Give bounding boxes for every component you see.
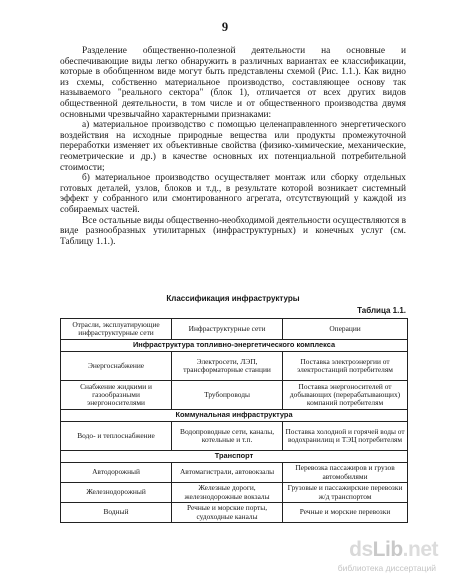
- paragraph-intro: Разделение общественно-полезной деятельности на основные и обеспечивающие виды легко обнаружить в различных вариантах ее классификации, которые в обобщенном виде могут быть представлены схемой (Рис. 1.1.). Как видно из схемы, собственно материальное производство, составляющее основу так называемого "реального сектора" (блок 1), отличается от всех других видов общественной деятельности, в том числе и от общественного производства двумя основными чрезвычайно характерными признаками:: [60, 46, 406, 120]
- table-row: [61, 352, 408, 381]
- table-cell: Грузовые и пассажирские перевозки ж/д транспортом: [283, 483, 408, 503]
- watermark-tagline: библиотека диссертаций: [337, 563, 436, 573]
- section-fuel-energy: Инфраструктура топливно-энергетического комплекса: [61, 340, 408, 352]
- table-cell: Электросети, ЛЭП, трансформаторные станции: [172, 352, 283, 381]
- table-title: Классификация инфраструктуры: [166, 294, 300, 303]
- table-cell: Автомагистрали, автовокзалы: [172, 463, 283, 483]
- page-number: 9: [221, 20, 229, 34]
- logo-ds: ds: [349, 538, 373, 561]
- table-row: [61, 381, 408, 410]
- watermark-logo: [349, 538, 438, 562]
- table-row: [61, 422, 408, 451]
- table-row: [61, 503, 408, 523]
- section-row: [61, 340, 408, 352]
- table-cell: Водопроводные сети, каналы, котельные и т.п.: [172, 422, 283, 451]
- dslib-watermark: [308, 538, 438, 578]
- header-industries: Отрасли, эксплуатирующие инфраструктурные сети: [61, 319, 172, 340]
- table-cell: Энергоснабжение: [61, 352, 172, 381]
- table-cell: Речные и морские перевозки: [283, 503, 408, 523]
- logo-lib: Lib: [372, 538, 403, 561]
- infrastructure-table: [60, 318, 408, 523]
- table-cell: Поставка холодной и горячей воды от водохранилищ и ТЭЦ потребителям: [283, 422, 408, 451]
- table-cell: Водный: [61, 503, 172, 523]
- table-cell: Водо- и теплоснабжение: [61, 422, 172, 451]
- section-communal: Коммунальная инфраструктура: [61, 410, 408, 422]
- table-cell: Железнодорожный: [61, 483, 172, 503]
- table-cell: Поставка энергоносителей от добывающих (перерабатывающих) компаний потребителям: [283, 381, 408, 410]
- table-row: [61, 463, 408, 483]
- table-row: [61, 483, 408, 503]
- section-row: [61, 410, 408, 422]
- paragraph-item-a: а) материальное производство с помощью целенаправленного энергетического воздействия на исходные природные вещества или продукты промежуточной переработки изменяет их объективные свойства (физико-химические, механические, геометрические и др.) в качестве основных их потенциальной потребительной стоимости;: [60, 120, 406, 173]
- table-cell: Перевозка пассажиров и грузов автомобилями: [283, 463, 408, 483]
- header-networks: Инфраструктурные сети: [172, 319, 283, 340]
- table-cell: Автодорожный: [61, 463, 172, 483]
- header-operations: Операции: [283, 319, 408, 340]
- section-row: [61, 451, 408, 463]
- table-cell: Железные дороги, железнодорожные вокзалы: [172, 483, 283, 503]
- table-caption: Таблица 1.1.: [357, 306, 406, 315]
- table-cell: Снабжение жидкими и газообразными энергоносителями: [61, 381, 172, 410]
- body-text: [60, 46, 406, 247]
- table-cell: Речные и морские порты, судоходные каналы: [172, 503, 283, 523]
- section-transport: Транспорт: [61, 451, 408, 463]
- table-cell: Поставка электроэнергии от электростанций потребителям: [283, 352, 408, 381]
- paragraph-conclusion: Все остальные виды общественно-необходимой деятельности осуществляются в виде разнообразных утилитарных (инфраструктурных) и конечных услуг (см. Таблицу 1.1.).: [60, 215, 406, 247]
- paragraph-item-b: б) материальное производство осуществляет монтаж или сборку отдельных готовых деталей, узлов, блоков и т.д., в результате которой возникает системный эффект у собранного или смонтированного агрегата, отсутствующий у каждой из собираемых частей.: [60, 173, 406, 215]
- table-header-row: [61, 319, 408, 340]
- table-cell: Трубопроводы: [172, 381, 283, 410]
- logo-net: .net: [402, 538, 438, 561]
